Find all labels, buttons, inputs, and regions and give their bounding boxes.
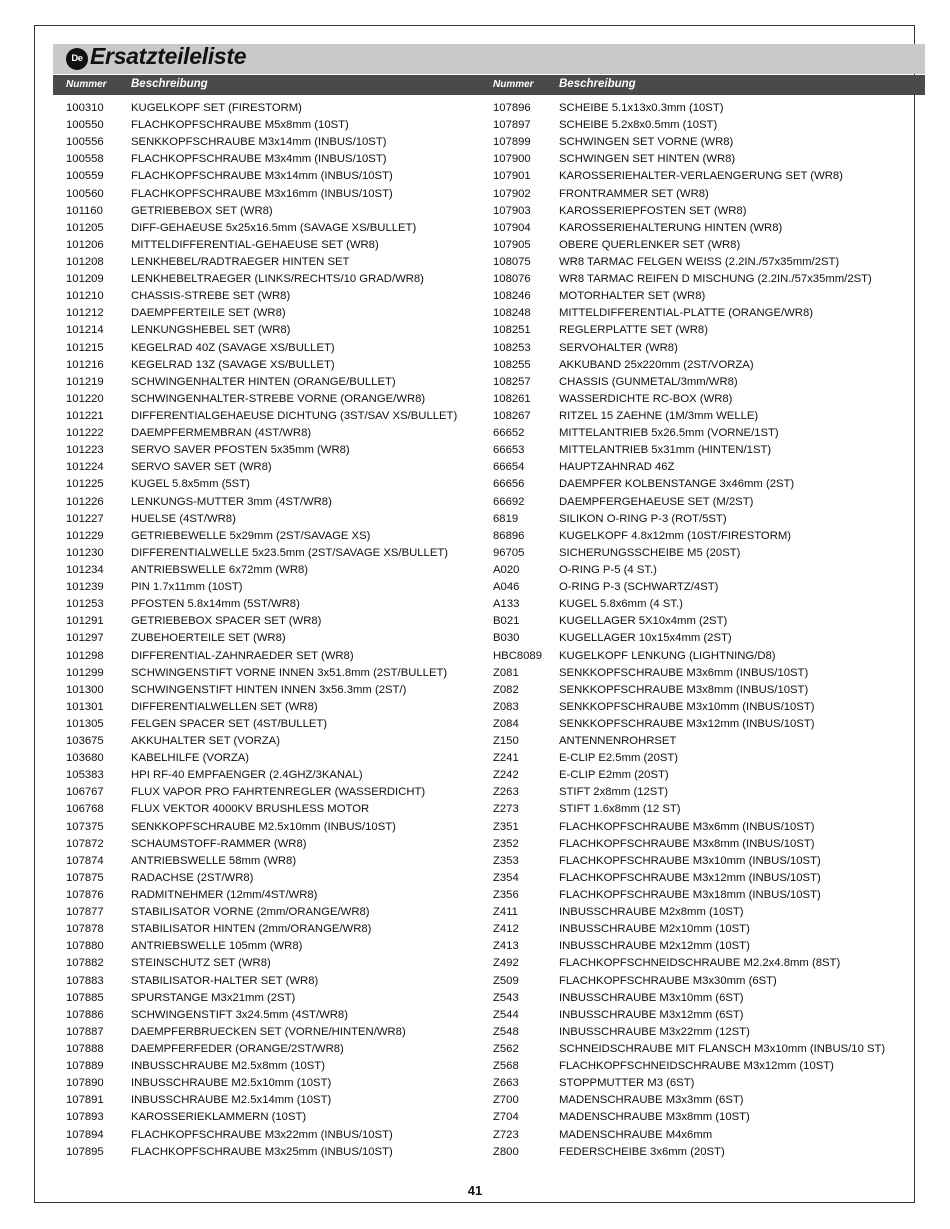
part-number: 66652 (493, 427, 525, 440)
part-description: FLACHKOPFSCHRAUBE M3x8mm (INBUS/10ST) (559, 837, 815, 850)
part-number: 107893 (66, 1111, 104, 1124)
part-description: SCHWINGEN SET HINTEN (WR8) (559, 153, 736, 166)
part-description: SCHWINGENHALTER-STREBE VORNE (ORANGE/WR8) (131, 392, 426, 405)
part-description: KABELHILFE (VORZA) (131, 752, 250, 765)
part-description: DIFFERENTIALGEHAEUSE DICHTUNG (3ST/SAV XS/BULLET) (131, 409, 458, 422)
part-number: 101225 (66, 478, 104, 491)
part-description: FLACHKOPFSCHRAUBE M3x6mm (INBUS/10ST) (559, 820, 815, 833)
part-description: FLACHKOPFSCHRAUBE M3x4mm (INBUS/10ST) (131, 153, 387, 166)
part-description: FLACHKOPFSCHRAUBE M5x8mm (10ST) (131, 119, 349, 132)
part-number: 107894 (66, 1128, 104, 1141)
part-number: Z544 (493, 1008, 519, 1021)
part-description: DAEMPFERBRUECKEN SET (VORNE/HINTEN/WR8) (131, 1025, 406, 1038)
part-number: A046 (493, 581, 520, 594)
part-number: Z351 (493, 820, 519, 833)
part-number: 100550 (66, 119, 104, 132)
part-number: 101206 (66, 238, 104, 251)
part-description: FLACHKOPFSCHRAUBE M3x14mm (INBUS/10ST) (131, 170, 393, 183)
part-description: ANTRIEBSWELLE 105mm (WR8) (131, 940, 303, 953)
left-description-column (131, 100, 457, 1161)
part-description: DAEMPFERMEMBRAN (4ST/WR8) (131, 427, 312, 440)
part-number: Z704 (493, 1111, 519, 1124)
part-number: 106768 (66, 803, 104, 816)
part-description: WASSERDICHTE RC-BOX (WR8) (559, 392, 733, 405)
part-number: 6819 (493, 512, 519, 525)
part-description: KEGELRAD 13Z (SAVAGE XS/BULLET) (131, 358, 335, 371)
part-description: MOTORHALTER SET (WR8) (559, 290, 706, 303)
part-number: Z356 (493, 889, 519, 902)
part-description: FEDERSCHEIBE 3x6mm (20ST) (559, 1145, 725, 1158)
part-number: 107888 (66, 1043, 104, 1056)
part-description: FLACHKOPFSCHRAUBE M3x22mm (INBUS/10ST) (131, 1128, 393, 1141)
part-description: KAROSSERIEKLAMMERN (10ST) (131, 1111, 307, 1124)
part-description: E-CLIP E2mm (20ST) (559, 769, 669, 782)
part-description: INBUSSCHRAUBE M2.5x14mm (10ST) (131, 1094, 332, 1107)
part-description: HPI RF-40 EMPFAENGER (2.4GHZ/3KANAL) (131, 769, 363, 782)
part-number: 107896 (493, 102, 531, 114)
part-number: Z082 (493, 683, 519, 696)
part-number: Z263 (493, 786, 519, 799)
part-number: 105383 (66, 769, 104, 782)
part-description: STIFT 2x8mm (12ST) (559, 786, 669, 799)
part-description: KUGELLAGER 10x15x4mm (2ST) (559, 632, 732, 645)
part-description: RADACHSE (2ST/WR8) (131, 871, 254, 884)
part-number: 107876 (66, 889, 104, 902)
part-number: 101216 (66, 358, 104, 371)
part-description: O-RING P-5 (4 ST.) (559, 563, 657, 576)
part-number: 101209 (66, 273, 104, 286)
part-number: 101221 (66, 409, 104, 422)
part-description: ZUBEHOERTEILE SET (WR8) (131, 632, 286, 645)
part-description: LENKHEBELTRAEGER (LINKS/RECHTS/10 GRAD/WR8) (131, 273, 424, 286)
part-description: CHASSIS (GUNMETAL/3mm/WR8) (559, 375, 738, 388)
part-number: 108076 (493, 273, 531, 286)
part-number: Z352 (493, 837, 519, 850)
part-description: ANTRIEBSWELLE 6x72mm (WR8) (131, 563, 309, 576)
part-description: SENKKOPFSCHRAUBE M3x6mm (INBUS/10ST) (559, 666, 809, 679)
part-number: 66656 (493, 478, 525, 491)
part-number: 107883 (66, 974, 104, 987)
part-description: LENKHEBEL/RADTRAEGER HINTEN SET (131, 255, 350, 268)
part-number: 107895 (66, 1145, 104, 1158)
part-description: MADENSCHRAUBE M4x6mm (559, 1128, 713, 1141)
part-description: SENKKOPFSCHRAUBE M3x10mm (INBUS/10ST) (559, 700, 815, 713)
page-title: Ersatzteileliste (90, 43, 247, 69)
part-number: Z509 (493, 974, 519, 987)
part-number: 101219 (66, 375, 104, 388)
part-number: 107901 (493, 170, 531, 183)
part-description: SENKKOPFSCHRAUBE M3x8mm (INBUS/10ST) (559, 683, 809, 696)
part-number: 100558 (66, 153, 104, 166)
part-description: DAEMPFERTEILE SET (WR8) (131, 307, 286, 320)
part-number: 107899 (493, 136, 531, 149)
header-description-right: Beschreibung (559, 78, 636, 90)
part-description: STIFT 1.6x8mm (12 ST) (559, 803, 681, 816)
part-number: 100556 (66, 136, 104, 149)
header-number-right: Nummer (493, 79, 534, 90)
part-description: SERVO SAVER PFOSTEN 5x35mm (WR8) (131, 444, 350, 457)
part-number: 101301 (66, 700, 104, 713)
part-number: B030 (493, 632, 520, 645)
part-number: 108248 (493, 307, 531, 320)
part-description: INBUSSCHRAUBE M3x22mm (12ST) (559, 1025, 750, 1038)
part-description: KUGELKOPF SET (FIRESTORM) (131, 102, 302, 114)
part-number: 107875 (66, 871, 104, 884)
part-number: Z084 (493, 717, 519, 730)
part-description: INBUSSCHRAUBE M2x12mm (10ST) (559, 940, 750, 953)
part-number: Z354 (493, 871, 519, 884)
part-number: 108246 (493, 290, 531, 303)
part-number: 108267 (493, 409, 531, 422)
part-description: KUGELKOPF 4.8x12mm (10ST/FIRESTORM) (559, 529, 792, 542)
part-description: INBUSSCHRAUBE M3x12mm (6ST) (559, 1008, 744, 1021)
part-number: 101215 (66, 341, 104, 354)
part-description: FLACHKOPFSCHRAUBE M3x25mm (INBUS/10ST) (131, 1145, 393, 1158)
part-description: DAEMPFER KOLBENSTANGE 3x46mm (2ST) (559, 478, 795, 491)
part-number: 101222 (66, 427, 104, 440)
part-description: SCHEIBE 5.1x13x0.3mm (10ST) (559, 102, 724, 114)
part-number: 101212 (66, 307, 104, 320)
part-number: Z242 (493, 769, 519, 782)
part-description: SENKKOPFSCHRAUBE M2.5x10mm (INBUS/10ST) (131, 820, 396, 833)
part-number: 107891 (66, 1094, 104, 1107)
part-number: A020 (493, 563, 520, 576)
part-number: 107880 (66, 940, 104, 953)
language-badge: De (66, 48, 88, 70)
part-description: FLACHKOPFSCHRAUBE M3x30mm (6ST) (559, 974, 777, 987)
part-description: MITTELDIFFERENTIAL-GEHAEUSE SET (WR8) (131, 238, 379, 251)
part-description: KEGELRAD 40Z (SAVAGE XS/BULLET) (131, 341, 335, 354)
part-description: INBUSSCHRAUBE M3x10mm (6ST) (559, 991, 744, 1004)
part-description: SCHWINGENHALTER HINTEN (ORANGE/BULLET) (131, 375, 396, 388)
part-number: 101205 (66, 221, 104, 234)
part-number: 101291 (66, 615, 104, 628)
part-description: LENKUNGSHEBEL SET (WR8) (131, 324, 291, 337)
part-number: HBC8089 (493, 649, 542, 662)
left-number-column (66, 100, 104, 1161)
part-number: 107882 (66, 957, 104, 970)
part-number: B021 (493, 615, 520, 628)
right-description-column (559, 100, 885, 1161)
part-number: 107904 (493, 221, 531, 234)
part-description: MADENSCHRAUBE M3x3mm (6ST) (559, 1094, 744, 1107)
right-number-column (493, 100, 542, 1161)
part-description: AKKUBAND 25x220mm (2ST/VORZA) (559, 358, 754, 371)
part-description: HUELSE (4ST/WR8) (131, 512, 236, 525)
part-number: 107886 (66, 1008, 104, 1021)
part-description: KUGELKOPF LENKUNG (LIGHTNING/D8) (559, 649, 776, 662)
part-number: 100560 (66, 187, 104, 200)
part-number: 101234 (66, 563, 104, 576)
part-number: A133 (493, 598, 520, 611)
part-number: 107897 (493, 119, 531, 132)
part-description: KUGELLAGER 5X10x4mm (2ST) (559, 615, 728, 628)
part-description: FLACHKOPFSCHRAUBE M3x18mm (INBUS/10ST) (559, 889, 821, 902)
part-description: WR8 TARMAC FELGEN WEISS (2.2IN./57x35mm/2ST) (559, 255, 840, 268)
part-number: 108253 (493, 341, 531, 354)
part-number: 108255 (493, 358, 531, 371)
part-number: 101305 (66, 717, 104, 730)
part-number: Z273 (493, 803, 519, 816)
part-description: SCHWINGEN SET VORNE (WR8) (559, 136, 734, 149)
part-description: KAROSSERIEPFOSTEN SET (WR8) (559, 204, 747, 217)
part-number: Z800 (493, 1145, 519, 1158)
part-description: MITTELANTRIEB 5x26.5mm (VORNE/1ST) (559, 427, 779, 440)
part-number: 103675 (66, 735, 104, 748)
part-description: SICHERUNGSSCHEIBE M5 (20ST) (559, 546, 741, 559)
part-number: 107887 (66, 1025, 104, 1038)
part-number: Z700 (493, 1094, 519, 1107)
part-number: 100310 (66, 102, 104, 114)
part-number: Z562 (493, 1043, 519, 1056)
part-number: 101299 (66, 666, 104, 679)
part-number: 107874 (66, 854, 104, 867)
part-number: 101223 (66, 444, 104, 457)
part-number: 107872 (66, 837, 104, 850)
part-description: DIFFERENTIALWELLEN SET (WR8) (131, 700, 318, 713)
header-description-left: Beschreibung (131, 78, 208, 90)
part-description: STOPPMUTTER M3 (6ST) (559, 1077, 695, 1090)
part-description: GETRIEBEBOX SPACER SET (WR8) (131, 615, 322, 628)
part-description: E-CLIP E2.5mm (20ST) (559, 752, 679, 765)
part-number: 101229 (66, 529, 104, 542)
part-number: 107905 (493, 238, 531, 251)
part-number: Z412 (493, 923, 519, 936)
part-description: SCHNEIDSCHRAUBE MIT FLANSCH M3x10mm (INBUS/10 ST) (559, 1043, 886, 1056)
part-description: FLACHKOPFSCHRAUBE M3x10mm (INBUS/10ST) (559, 854, 821, 867)
part-description: FLACHKOPFSCHNEIDSCHRAUBE M2.2x4.8mm (8ST) (559, 957, 841, 970)
part-number: 101230 (66, 546, 104, 559)
part-description: STABILISATOR VORNE (2mm/ORANGE/WR8) (131, 906, 370, 919)
part-number: Z413 (493, 940, 519, 953)
part-description: MITTELANTRIEB 5x31mm (HINTEN/1ST) (559, 444, 772, 457)
part-number: 101227 (66, 512, 104, 525)
part-description: KUGEL 5.8x5mm (5ST) (131, 478, 250, 491)
part-number: 96705 (493, 546, 525, 559)
part-number: Z548 (493, 1025, 519, 1038)
part-number: 101297 (66, 632, 104, 645)
part-number: Z543 (493, 991, 519, 1004)
part-description: AKKUHALTER SET (VORZA) (131, 735, 280, 748)
part-number: 107878 (66, 923, 104, 936)
part-number: Z083 (493, 700, 519, 713)
part-number: 101208 (66, 255, 104, 268)
part-number: 101253 (66, 598, 104, 611)
part-number: Z353 (493, 854, 519, 867)
part-description: SERVOHALTER (WR8) (559, 341, 678, 354)
part-description: PFOSTEN 5.8x14mm (5ST/WR8) (131, 598, 300, 611)
part-number: 107902 (493, 187, 531, 200)
part-description: FELGEN SPACER SET (4ST/BULLET) (131, 717, 328, 730)
part-description: INBUSSCHRAUBE M2.5x10mm (10ST) (131, 1077, 332, 1090)
part-description: RADMITNEHMER (12mm/4ST/WR8) (131, 889, 318, 902)
part-description: OBERE QUERLENKER SET (WR8) (559, 238, 741, 251)
part-description: INBUSSCHRAUBE M2x8mm (10ST) (559, 906, 744, 919)
part-description: GETRIEBEWELLE 5x29mm (2ST/SAVAGE XS) (131, 529, 371, 542)
part-number: 108251 (493, 324, 531, 337)
part-description: STEINSCHUTZ SET (WR8) (131, 957, 271, 970)
part-description: SILIKON O-RING P-3 (ROT/5ST) (559, 512, 727, 525)
part-description: KAROSSERIEHALTERUNG HINTEN (WR8) (559, 221, 783, 234)
part-description: REGLERPLATTE SET (WR8) (559, 324, 708, 337)
part-description: INBUSSCHRAUBE M2x10mm (10ST) (559, 923, 750, 936)
part-description: STABILISATOR HINTEN (2mm/ORANGE/WR8) (131, 923, 372, 936)
part-description: LENKUNGS-MUTTER 3mm (4ST/WR8) (131, 495, 332, 508)
part-description: O-RING P-3 (SCHWARTZ/4ST) (559, 581, 719, 594)
part-number: 107885 (66, 991, 104, 1004)
part-number: 66653 (493, 444, 525, 457)
part-number: 106767 (66, 786, 104, 799)
part-description: SERVO SAVER SET (WR8) (131, 461, 272, 474)
part-number: 86896 (493, 529, 525, 542)
part-number: Z411 (493, 906, 518, 919)
part-description: MITTELDIFFERENTIAL-PLATTE (ORANGE/WR8) (559, 307, 813, 320)
part-number: 101298 (66, 649, 104, 662)
part-description: KUGEL 5.8x6mm (4 ST.) (559, 598, 683, 611)
part-description: GETRIEBEBOX SET (WR8) (131, 204, 273, 217)
part-number: 108261 (493, 392, 531, 405)
part-description: SCHWINGENSTIFT HINTEN INNEN 3x56.3mm (2ST/) (131, 683, 407, 696)
part-number: 107889 (66, 1060, 104, 1073)
part-description: INBUSSCHRAUBE M2.5x8mm (10ST) (131, 1060, 325, 1073)
part-number: Z492 (493, 957, 519, 970)
part-description: SCHAUMSTOFF-RAMMER (WR8) (131, 837, 307, 850)
part-number: Z568 (493, 1060, 519, 1073)
part-number: 108257 (493, 375, 531, 388)
part-description: DIFFERENTIAL-ZAHNRAEDER SET (WR8) (131, 649, 354, 662)
part-description: HAUPTZAHNRAD 46Z (559, 461, 675, 474)
part-description: FLACHKOPFSCHNEIDSCHRAUBE M3x12mm (10ST) (559, 1060, 834, 1073)
part-number: Z150 (493, 735, 519, 748)
part-description: STABILISATOR-HALTER SET (WR8) (131, 974, 319, 987)
part-number: 101226 (66, 495, 104, 508)
part-number: 101300 (66, 683, 104, 696)
part-description: SENKKOPFSCHRAUBE M3x14mm (INBUS/10ST) (131, 136, 387, 149)
part-number: 100559 (66, 170, 104, 183)
part-description: FLUX VAPOR PRO FAHRTENREGLER (WASSERDICHT) (131, 786, 426, 799)
part-number: 107375 (66, 820, 104, 833)
part-description: ANTRIEBSWELLE 58mm (WR8) (131, 854, 297, 867)
part-description: FLACHKOPFSCHRAUBE M3x16mm (INBUS/10ST) (131, 187, 393, 200)
part-number: 107900 (493, 153, 531, 166)
part-number: 101210 (66, 290, 104, 303)
part-description: SCHEIBE 5.2x8x0.5mm (10ST) (559, 119, 718, 132)
part-description: CHASSIS-STREBE SET (WR8) (131, 290, 291, 303)
part-description: FRONTRAMMER SET (WR8) (559, 187, 709, 200)
part-description: DIFF-GEHAEUSE 5x25x16.5mm (SAVAGE XS/BULLET) (131, 221, 417, 234)
part-number: 101214 (66, 324, 104, 337)
part-description: SCHWINGENSTIFT VORNE INNEN 3x51.8mm (2ST/BULLET) (131, 666, 448, 679)
page-number: 41 (467, 1183, 483, 1198)
part-number: 101239 (66, 581, 104, 594)
part-description: FLACHKOPFSCHRAUBE M3x12mm (INBUS/10ST) (559, 871, 821, 884)
part-number: Z081 (493, 666, 519, 679)
part-description: DAEMPFERFEDER (ORANGE/2ST/WR8) (131, 1043, 344, 1056)
part-number: 107903 (493, 204, 531, 217)
part-number: 107890 (66, 1077, 104, 1090)
part-number: 103680 (66, 752, 104, 765)
part-number: 108075 (493, 255, 531, 268)
part-description: ANTENNENROHRSET (559, 735, 677, 748)
part-description: WR8 TARMAC REIFEN D MISCHUNG (2.2IN./57x35mm/2ST) (559, 273, 872, 286)
part-description: DIFFERENTIALWELLE 5x23.5mm (2ST/SAVAGE XS/BULLET) (131, 546, 449, 559)
part-description: SENKKOPFSCHRAUBE M3x12mm (INBUS/10ST) (559, 717, 815, 730)
part-number: 66654 (493, 461, 525, 474)
part-description: FLUX VEKTOR 4000KV BRUSHLESS MOTOR (131, 803, 370, 816)
part-number: Z663 (493, 1077, 519, 1090)
part-description: MADENSCHRAUBE M3x8mm (10ST) (559, 1111, 750, 1124)
part-number: 101224 (66, 461, 104, 474)
part-number: Z241 (493, 752, 519, 765)
part-number: 101160 (66, 204, 103, 217)
part-number: 107877 (66, 906, 104, 919)
part-number: Z723 (493, 1128, 519, 1141)
header-number-left: Nummer (66, 79, 107, 90)
part-description: RITZEL 15 ZAEHNE (1M/3mm WELLE) (559, 409, 759, 422)
part-description: SCHWINGENSTIFT 3x24.5mm (4ST/WR8) (131, 1008, 348, 1021)
part-number: 66692 (493, 495, 525, 508)
part-description: KAROSSERIEHALTER-VERLAENGERUNG SET (WR8) (559, 170, 843, 183)
part-number: 101220 (66, 392, 104, 405)
part-description: PIN 1.7x11mm (10ST) (131, 581, 243, 594)
part-description: DAEMPFERGEHAEUSE SET (M/2ST) (559, 495, 754, 508)
part-description: SPURSTANGE M3x21mm (2ST) (131, 991, 296, 1004)
